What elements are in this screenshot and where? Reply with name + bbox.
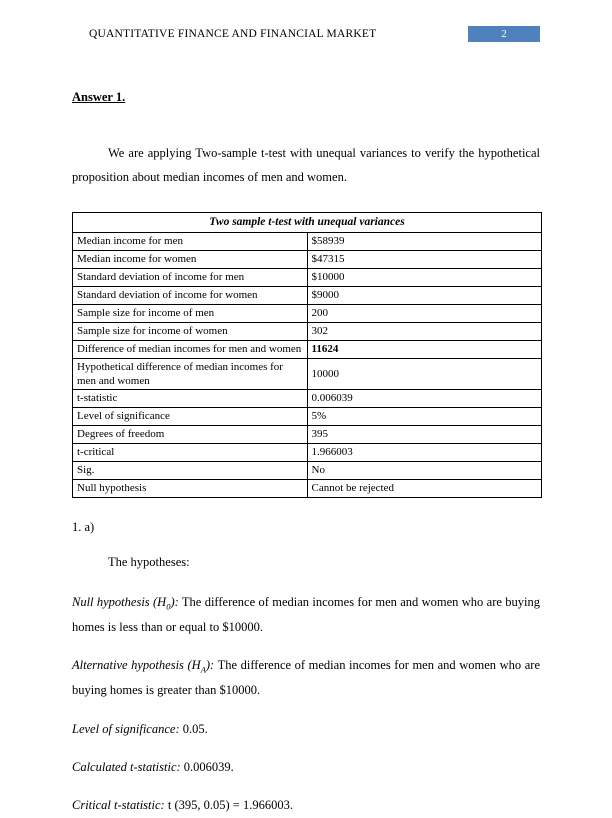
table-cell-value: $47315: [307, 250, 542, 268]
significance-label: Level of significance:: [72, 721, 180, 736]
table-cell-label: Sample size for income of women: [73, 322, 308, 340]
null-hypothesis-paragraph: [72, 590, 540, 639]
table-cell-value: 0.006039: [307, 389, 542, 407]
table-cell-label: Standard deviation of income for men: [73, 268, 308, 286]
null-hypothesis-label-end: ):: [170, 594, 179, 609]
table-row: [73, 232, 542, 250]
table-row: [73, 479, 542, 497]
table-cell-value: 1.966003: [307, 443, 542, 461]
table-cell-value: 302: [307, 322, 542, 340]
alternative-hypothesis-subscript: A: [200, 664, 206, 675]
document-body: [72, 90, 540, 818]
table-cell-value: 11624: [307, 340, 542, 358]
table-row: [73, 425, 542, 443]
null-hypothesis-label: Null hypothesis (H: [72, 594, 167, 609]
table-cell-label: Standard deviation of income for women: [73, 286, 308, 304]
table-cell-value: $9000: [307, 286, 542, 304]
table-row: [73, 340, 542, 358]
table-row: [73, 322, 542, 340]
intro-paragraph: We are applying Two-sample t-test with unequal variances to verify the hypothetical proposition about median incomes of men and women.: [72, 146, 540, 185]
table-cell-label: Sig.: [73, 461, 308, 479]
alternative-hypothesis-paragraph: [72, 653, 540, 702]
table-row: [73, 443, 542, 461]
table-cell-label: Hypothetical difference of median incomes for men and women: [73, 358, 308, 389]
table-cell-value: No: [307, 461, 542, 479]
page-number-badge: 2: [468, 26, 540, 42]
alternative-hypothesis-label: Alternative hypothesis (H: [72, 658, 201, 673]
table-cell-label: Median income for men: [73, 232, 308, 250]
table-cell-label: Median income for women: [73, 250, 308, 268]
null-hypothesis-text: The difference of median incomes for men and women who are buying homes is less than or equal to $10000.: [72, 594, 541, 634]
t-test-table: [72, 212, 542, 498]
table-cell-label: Level of significance: [73, 407, 308, 425]
table-row: [73, 358, 542, 389]
table-cell-label: Degrees of freedom: [73, 425, 308, 443]
table-row: [73, 304, 542, 322]
table-title-row: [73, 212, 542, 232]
table-cell-value: 200: [307, 304, 542, 322]
table-cell-label: t-critical: [73, 443, 308, 461]
table-cell-label: Null hypothesis: [73, 479, 308, 497]
table-cell-value: $58939: [307, 232, 542, 250]
table-row: [73, 268, 542, 286]
table-cell-value: 10000: [307, 358, 542, 389]
t-test-table-body: [73, 212, 542, 497]
critical-statistic-label: Critical t-statistic:: [72, 798, 165, 813]
significance-paragraph: [72, 717, 540, 741]
table-row: [73, 250, 542, 268]
header-title: QUANTITATIVE FINANCE AND FINANCIAL MARKET: [89, 28, 377, 40]
table-cell-value: Cannot be rejected: [307, 479, 542, 497]
significance-value: 0.05.: [179, 721, 208, 736]
table-cell-label: Sample size for income of men: [73, 304, 308, 322]
null-hypothesis-subscript: 0: [166, 601, 171, 612]
calculated-statistic-value: 0.006039.: [180, 760, 234, 774]
table-cell-label: t-statistic: [73, 389, 308, 407]
table-cell-value: $10000: [307, 268, 542, 286]
table-row: [73, 407, 542, 425]
critical-statistic-paragraph: [72, 793, 540, 817]
alternative-hypothesis-label-end: ):: [205, 658, 215, 673]
critical-statistic-value: t (395, 0.05) = 1.966003.: [164, 798, 293, 813]
hypotheses-lead: The hypotheses:: [108, 554, 190, 569]
calculated-statistic-label: Calculated t-statistic:: [72, 760, 181, 774]
list-item: 1. a): [72, 519, 95, 534]
answer-heading: Answer 1.: [72, 90, 126, 104]
table-cell-value: 395: [307, 425, 542, 443]
table-row: [73, 286, 542, 304]
table-cell-value: 5%: [307, 407, 542, 425]
alternative-hypothesis-text: The difference of median incomes for men and women who are buying homes is greater than $10000.: [72, 658, 540, 698]
table-cell-label: Difference of median incomes for men and women: [73, 340, 308, 358]
table-row: [73, 461, 542, 479]
page-header: [72, 26, 540, 46]
table-title-cell: Two sample t-test with unequal variances: [73, 212, 542, 232]
table-row: [73, 389, 542, 407]
calculated-statistic-paragraph: [72, 755, 540, 779]
